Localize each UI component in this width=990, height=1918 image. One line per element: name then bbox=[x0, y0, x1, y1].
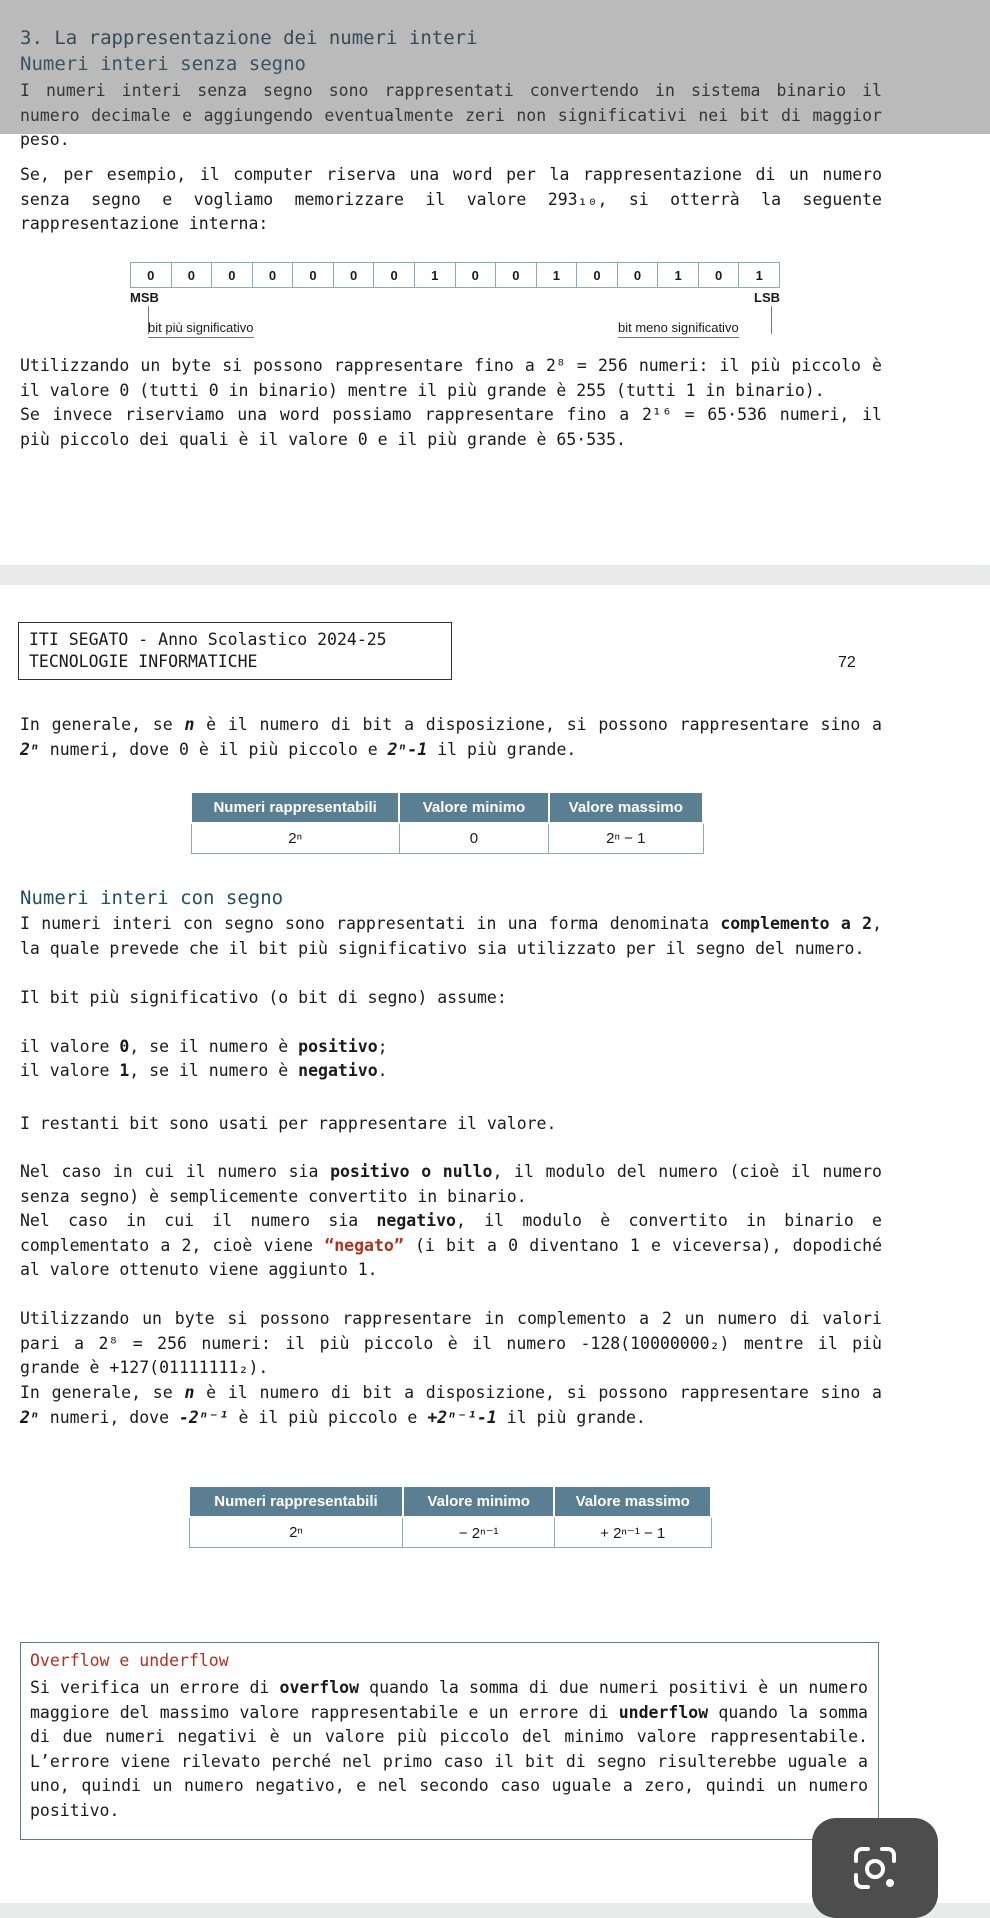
bit-cell: 0 bbox=[212, 263, 253, 287]
bit-cell: 1 bbox=[537, 263, 578, 287]
paragraph-unsigned-intro: I numeri interi senza segno sono rappresentati convertendo in sistema binario il numero decimale e aggiungendo eventualmente zeri non significativi nei bit di maggior peso. bbox=[20, 81, 882, 149]
bit-cell: 0 bbox=[618, 263, 659, 287]
table-header: Numeri rappresentabili bbox=[191, 792, 399, 823]
paragraph-word-range: Se invece riserviamo una word possiamo rappresentare fino a 2¹⁶ = 65·536 numeri, il più piccolo dei quali è il valore 0 e il più grande è 65·535. bbox=[20, 405, 882, 449]
bit-representation-row bbox=[130, 262, 780, 288]
table-header: Valore minimo bbox=[403, 1486, 554, 1517]
lsb-caption: bit meno significativo bbox=[618, 320, 739, 338]
table-cell: + 2ⁿ⁻¹ − 1 bbox=[554, 1517, 711, 1548]
table-header: Numeri rappresentabili bbox=[189, 1486, 403, 1517]
subject-name: TECNOLOGIE INFORMATICHE bbox=[29, 652, 258, 671]
header-info-box bbox=[18, 622, 452, 680]
school-name: ITI SEGATO - Anno Scolastico 2024-25 bbox=[29, 630, 387, 649]
lsb-pointer-line bbox=[771, 306, 772, 334]
table-cell: 2ⁿ bbox=[189, 1517, 403, 1548]
paragraph-general-signed: In generale, se n è il numero di bit a disposizione, si possono rappresentare sino a 2ⁿ numeri, dove -2ⁿ⁻¹ è il più piccolo e +2ⁿ⁻¹-1 il più grande. bbox=[20, 1383, 882, 1427]
lsb-label: LSB bbox=[754, 290, 780, 305]
table-header: Valore massimo bbox=[549, 792, 703, 823]
paragraph-signed-intro: I numeri interi con segno sono rappresentati in una forma denominata complemento a 2, la quale prevede che il bit più significativo sia utilizzato per il segno del numero. bbox=[20, 914, 882, 958]
table-cell: 2ⁿ − 1 bbox=[549, 823, 703, 854]
page-number: 72 bbox=[838, 654, 856, 671]
top-overlay-bar bbox=[0, 0, 990, 134]
lens-search-button[interactable] bbox=[812, 1818, 938, 1918]
bit-cell: 1 bbox=[755, 267, 763, 283]
msb-caption: bit più significativo bbox=[148, 320, 254, 338]
camera-lens-icon bbox=[850, 1843, 900, 1893]
paragraph-general-unsigned: In generale, se n è il numero di bit a disposizione, si possono rappresentare sino a 2ⁿ numeri, dove 0 è il più piccolo e 2ⁿ-1 il più grande. bbox=[20, 715, 882, 759]
bit-cell: 0 bbox=[374, 263, 415, 287]
bit-cell: 0 bbox=[577, 263, 618, 287]
chapter-title: 3. La rappresentazione dei numeri interi bbox=[20, 27, 478, 49]
overflow-callout-text: Si verifica un errore di overflow quando la somma di due numeri positivi è un numero maggiore del massimo valore rappresentabile e un errore di underflow quando la somma di due numeri negativi è un valore più piccolo del minimo valore rappresentabile. L’errore viene rilevato perché nel primo caso il bit di segno risulterebbe uguale a uno, quindi un numero negativo, e nel secondo caso uguale a zero, quindi un numero positivo. bbox=[30, 1678, 868, 1820]
section-heading-signed: Numeri interi con segno bbox=[20, 887, 284, 909]
bit-cell: 0 bbox=[699, 263, 740, 287]
paragraph-byte-range: Utilizzando un byte si possono rappresentare fino a 2⁸ = 256 numeri: il più piccolo è il valore 0 (tutti 0 in binario) mentre il più grande è 255 (tutti 1 in binario). bbox=[20, 356, 882, 400]
bit-cell: 0 bbox=[496, 263, 537, 287]
paragraph-sign-bit: Il bit più significativo (o bit di segno) assume: bbox=[20, 988, 507, 1007]
sign-value-positive: il valore 0, se il numero è positivo; bbox=[20, 1037, 388, 1056]
table-header: Valore minimo bbox=[399, 792, 548, 823]
paragraph-byte-complement: Utilizzando un byte si possono rappresentare in complemento a 2 un numero di valori pari a 2⁸ = 256 numeri: il più piccolo è il numero -128(10000000₂) mentre il più grande è +127(01111111₂). bbox=[20, 1309, 882, 1377]
bit-cell: 0 bbox=[172, 263, 213, 287]
bit-cell: 0 bbox=[293, 263, 334, 287]
paragraph-case-negative: Nel caso in cui il numero sia negativo, il modulo è convertito in binario e complementato a 2, cioè viene “negato” (i bit a 0 diventano 1 e viceversa), dopodiché al valore ottenuto viene aggiunto 1. bbox=[20, 1211, 883, 1279]
table-cell: − 2ⁿ⁻¹ bbox=[403, 1517, 554, 1548]
overflow-callout-title: Overflow e underflow bbox=[30, 1651, 229, 1670]
paragraph-case-positive: Nel caso in cui il numero sia positivo o nullo, il modulo del numero (cioè il numero senza segno) è semplicemente convertito in binario. bbox=[20, 1162, 882, 1206]
bit-cell: 0 bbox=[131, 263, 172, 287]
bit-cell: 0 bbox=[456, 263, 497, 287]
msb-label: MSB bbox=[130, 290, 159, 305]
signed-range-table bbox=[188, 1485, 712, 1548]
unsigned-range-table bbox=[190, 791, 704, 854]
paragraph-remaining-bits: I restanti bit sono usati per rappresentare il valore. bbox=[20, 1114, 557, 1133]
bit-cell: 1 bbox=[415, 263, 456, 287]
paragraph-word-example: Se, per esempio, il computer riserva una word per la rappresentazione di un numero senza segno e vogliamo memorizzare il valore 293₁₀, si otterrà la seguente rappresentazione interna: bbox=[20, 165, 882, 233]
sign-value-negative: il valore 1, se il numero è negativo. bbox=[20, 1061, 388, 1080]
bit-cell: 0 bbox=[334, 263, 375, 287]
table-header: Valore massimo bbox=[554, 1486, 711, 1517]
bit-cell: 0 bbox=[253, 263, 294, 287]
bit-cell: 1 bbox=[658, 263, 699, 287]
table-cell: 0 bbox=[399, 823, 548, 854]
table-cell: 2ⁿ bbox=[191, 823, 399, 854]
section-heading-unsigned: Numeri interi senza segno bbox=[20, 53, 306, 75]
